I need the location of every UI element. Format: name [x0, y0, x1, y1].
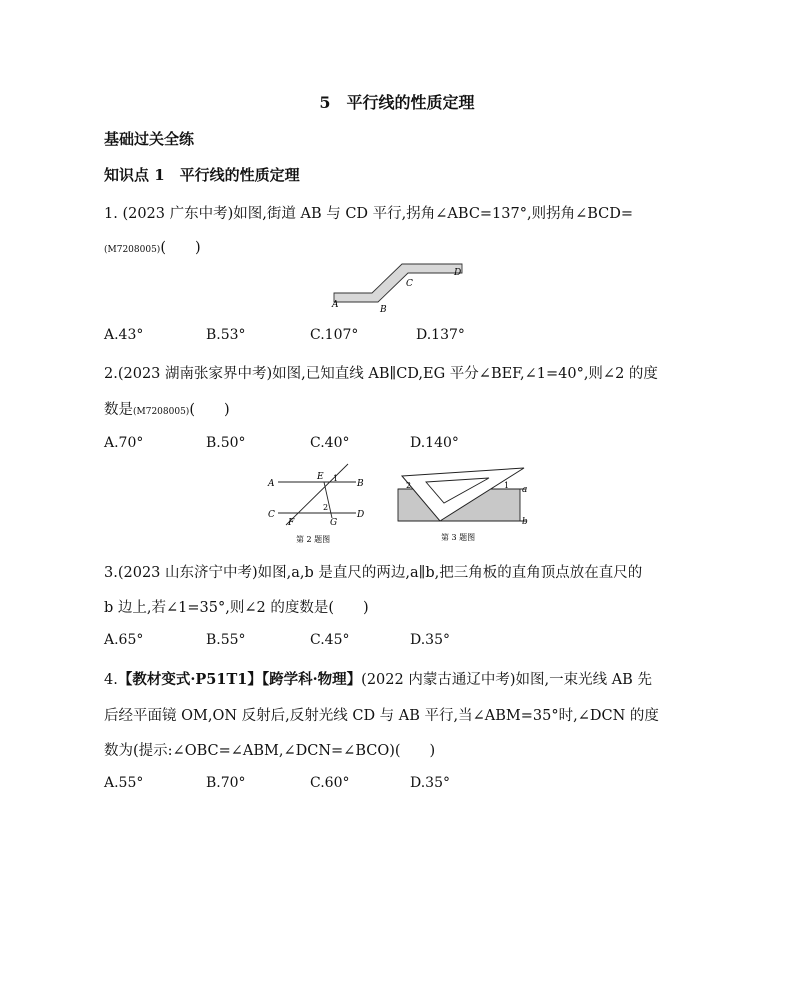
q2-angle-1-label: 1: [333, 474, 339, 483]
q1-label-c: C: [406, 279, 413, 289]
q2-label-b: B: [357, 479, 364, 489]
q3-option-d: D.35°: [410, 632, 450, 648]
q3-ruler-triangle-figure: [394, 460, 534, 550]
page-title: 5 平行线的性质定理: [319, 93, 475, 112]
q2-stem-prefix: 数是: [104, 402, 133, 418]
q2-option-c: C.40°: [310, 435, 350, 451]
q4-option-a: A.55°: [104, 775, 144, 791]
q3-label-b: b: [522, 517, 528, 527]
q2-label-f: F: [288, 518, 295, 528]
q3-option-a: A.65°: [104, 632, 144, 648]
q2-stem-line1: 2.(2023 湖南张家界中考)如图,已知直线 AB∥CD,EG 平分∠BEF,∠1=40°,则∠2 的度: [104, 366, 658, 382]
q1-street-figure: [330, 262, 470, 317]
q1-label-d: D: [454, 268, 462, 278]
q2-angle-2-label: 2: [323, 503, 329, 512]
q2-option-a: A.70°: [104, 435, 144, 451]
q2-label-e: E: [317, 472, 324, 482]
section-heading: 基础过关全练: [104, 130, 195, 148]
q3-label-a: a: [522, 485, 528, 495]
q2-label-d: D: [357, 510, 365, 520]
q4-stem-line1: [104, 668, 652, 689]
q3-angle-2-label: 2: [406, 481, 412, 490]
q1-label-a: A: [332, 300, 339, 310]
q3-option-c: C.45°: [310, 632, 350, 648]
q1-code: (M7208005): [104, 245, 161, 255]
q2-label-c: C: [268, 510, 275, 520]
q4-number: 4.: [104, 672, 118, 688]
q4-tag-physics: 【跨学科·物理】: [261, 671, 362, 688]
q2-figure-caption: 第 2 题图: [296, 535, 331, 544]
q2-answer-paren: ( ): [189, 402, 230, 418]
q2-label-a: A: [268, 479, 275, 489]
q4-option-d: D.35°: [410, 775, 450, 791]
q3-stem-line2: b 边上,若∠1=35°,则∠2 的度数是( ): [104, 600, 369, 616]
q1-option-c: C.107°: [310, 327, 359, 343]
q1-option-a: A.43°: [104, 327, 144, 343]
q1-option-b: B.53°: [206, 327, 246, 343]
q2-label-g: G: [330, 518, 338, 528]
q1-option-d: D.137°: [416, 327, 465, 343]
q2-option-d: D.140°: [410, 435, 459, 451]
q4-option-b: B.70°: [206, 775, 246, 791]
q4-stem-line2: 后经平面镜 OM,ON 反射后,反射光线 CD 与 AB 平行,当∠ABM=35°时,∠DCN 的度: [104, 708, 659, 724]
q4-stem-line1-text: (2022 内蒙古通辽中考)如图,一束光线 AB 先: [361, 672, 652, 688]
q4-option-c: C.60°: [310, 775, 350, 791]
knowledge-point-heading: 知识点 1 平行线的性质定理: [104, 166, 300, 184]
q1-stem-line2: [104, 236, 201, 257]
q4-stem-line3: 数为(提示:∠OBC=∠ABM,∠DCN=∠BCO)( ): [104, 743, 436, 759]
q2-stem-line2: [104, 398, 230, 419]
q3-angle-1-label: 1: [504, 481, 510, 490]
q2-parallel-lines-figure: [262, 462, 374, 548]
q3-option-b: B.55°: [206, 632, 246, 648]
q1-stem-line1: 1. (2023 广东中考)如图,街道 AB 与 CD 平行,拐角∠ABC=137°,则拐角∠BCD=: [104, 206, 634, 222]
q2-option-b: B.50°: [206, 435, 246, 451]
q4-tag-textbook: 【教材变式·P51T1】: [117, 671, 262, 688]
q3-stem-line1: 3.(2023 山东济宁中考)如图,a,b 是直尺的两边,a∥b,把三角板的直角顶点放在直尺的: [104, 565, 643, 581]
q3-figure-caption: 第 3 题图: [441, 533, 476, 542]
q1-label-b: B: [380, 305, 387, 315]
q2-code: (M7208005): [133, 407, 190, 417]
q1-answer-paren: ( ): [160, 240, 201, 256]
